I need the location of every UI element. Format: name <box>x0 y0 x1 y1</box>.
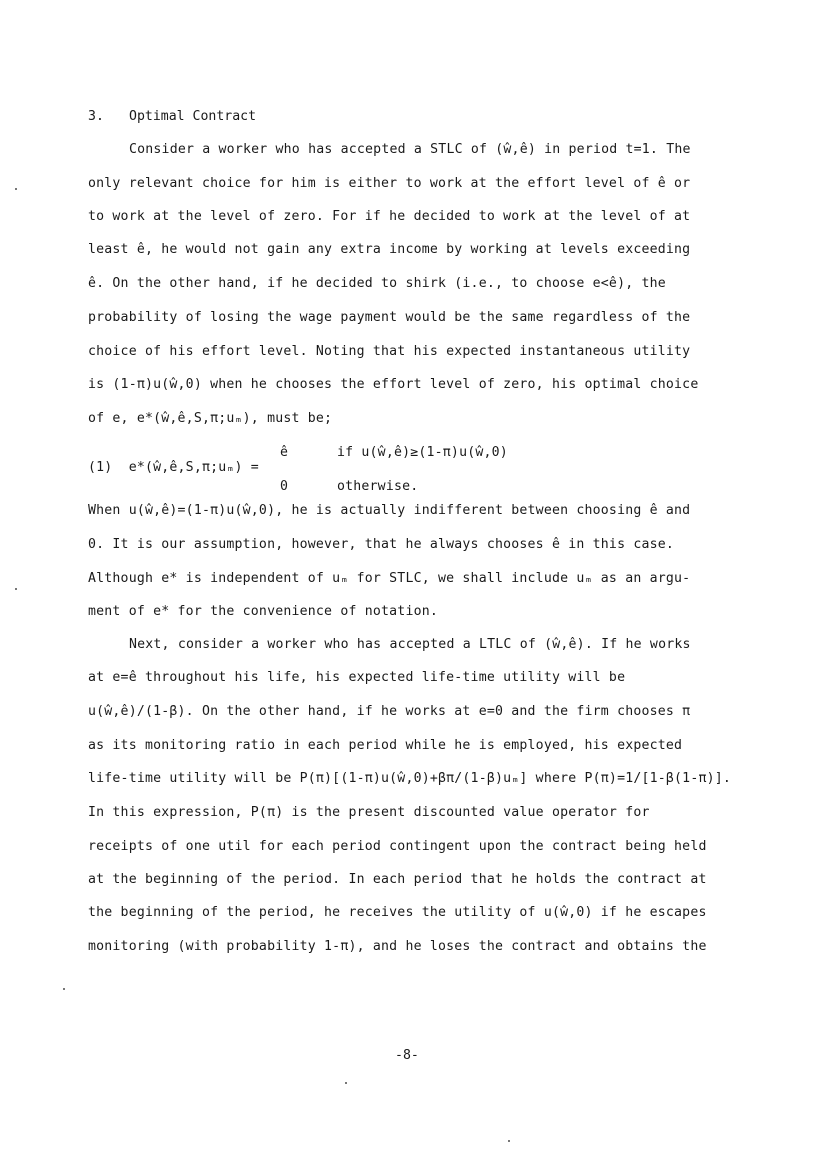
text-line: at e=ê throughout his life, his expected life-time utility will be <box>88 670 626 685</box>
text-line: 0. It is our assumption, however, that he always chooses ê in this case. <box>88 537 675 552</box>
equation-lhs: (1) e*(ŵ,ê,S,π;uₘ) = <box>88 460 259 475</box>
text-line: at the beginning of the period. In each period that he holds the contract at <box>88 872 707 887</box>
text-line: In this expression, P(π) is the present discounted value operator for <box>88 805 650 820</box>
text-line: probability of losing the wage payment would be the same regardless of the <box>88 310 691 325</box>
section-title: Optimal Contract <box>129 109 257 124</box>
equation-case-1: ê if u(ŵ,ê)≥(1-π)u(ŵ,0) <box>280 445 508 460</box>
text-line: When u(ŵ,ê)=(1-π)u(ŵ,0), he is actually indifferent between choosing ê and <box>88 503 691 518</box>
section-number: 3. <box>88 109 104 124</box>
text-line: choice of his effort level. Noting that his expected instantaneous utility <box>88 344 691 359</box>
text-line: receipts of one util for each period contingent upon the contract being held <box>88 839 707 854</box>
text-line: to work at the level of zero. For if he decided to work at the level of at <box>88 209 691 224</box>
text-line: ê. On the other hand, if he decided to shirk (i.e., to choose e<ê), the <box>88 276 666 291</box>
scan-speck <box>15 588 17 590</box>
text-line: life-time utility will be P(π)[(1-π)u(ŵ,0)+βπ/(1-β)uₘ] where P(π)=1/[1-β(1-π)]. <box>88 771 732 786</box>
scan-speck <box>15 188 17 190</box>
text-line: of e, e*(ŵ,ê,S,π;uₘ), must be; <box>88 411 333 426</box>
text-line: u(ŵ,ê)/(1-β). On the other hand, if he works at e=0 and the firm chooses π <box>88 704 691 719</box>
scan-speck <box>345 1082 347 1084</box>
page-number: -8- <box>395 1048 419 1063</box>
text-line: the beginning of the period, he receives the utility of u(ŵ,0) if he escapes <box>88 905 707 920</box>
text-line: ment of e* for the convenience of notation. <box>88 604 439 619</box>
text-line: Consider a worker who has accepted a STLC of (ŵ,ê) in period t=1. The <box>129 142 691 157</box>
text-line: Although e* is independent of uₘ for STLC, we shall include uₘ as an argu- <box>88 571 691 586</box>
scan-speck <box>508 1140 510 1142</box>
text-line: only relevant choice for him is either to work at the effort level of ê or <box>88 176 691 191</box>
equation-case-2: 0 otherwise. <box>280 479 419 494</box>
text-line: least ê, he would not gain any extra income by working at levels exceeding <box>88 242 691 257</box>
text-line: monitoring (with probability 1-π), and he loses the contract and obtains the <box>88 939 707 954</box>
text-line: Next, consider a worker who has accepted a LTLC of (ŵ,ê). If he works <box>129 637 691 652</box>
text-line: is (1-π)u(ŵ,0) when he chooses the effort level of zero, his optimal choice <box>88 377 699 392</box>
scan-speck <box>63 988 65 990</box>
text-line: as its monitoring ratio in each period while he is employed, his expected <box>88 738 683 753</box>
